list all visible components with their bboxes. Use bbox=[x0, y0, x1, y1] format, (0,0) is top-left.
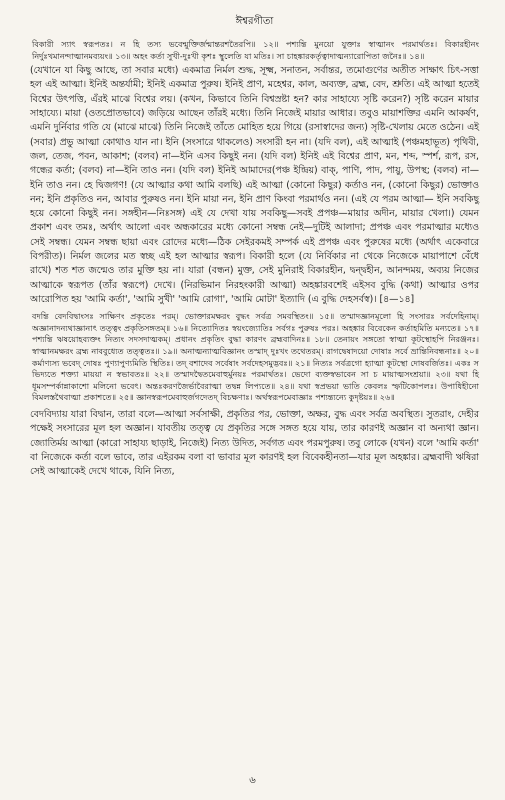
sanskrit-verses-12-14: বিকারী স্যাৎ স্বরূপতঃ। ন হি তস্য ভবেন্মুক্তির্জন্মান্তরশতৈরপি॥ ১২॥ পশ্যন্তি মুনয়ো যুক্তাঃ স্বাত্মানং পরমার্থতঃ। বিকারহীনং নির্দুঃখমানন্দাত্মানমব্যয়ং॥ ১৩॥ অহং কর্তা সুখী-দুঃখী কৃশঃ স্থুলেতি যা মতিঃ। সা চাহঙ্কারকর্তৃত্বাদাত্মন্যারোপিতা জনৈঃ॥ ১৪॥ bbox=[32, 39, 479, 61]
page-number: ৬ bbox=[249, 775, 256, 786]
bengali-commentary-4-14: (যেখানে যা কিছু আছে, তা সবার মধ্যে) একমাত্র নির্মল শুদ্ধ, সূক্ষ্ম, সনাতন, সর্বান্তর, তমোগুণের অতীত সাক্ষাৎ চিৎ-সত্তা হল এই আত্মা। ইনিই অন্তর্যামী; ইনিই একমাত্র পুরুষ। ইনিই প্রাণ, মহেশ্বর, কাল, অব্যক্ত, ব্রহ্ম, বেদ, শ্রুতি। এই আত্মা হতেই বিশ্বের উৎপত্তি, এঁরই মাঝে বিশ্বের লয়। (কখন, কিভাবে তিনি বিশ্বস্রষ্টা হন? কার সাহায্যে সৃষ্টি করেন?) সৃষ্টি করেন মায়ার সাহায্যে। মায়া (ওতপ্রোতভাবে) জড়িয়ে আছেন তাঁরই মধ্যে। তিনি নিজেই মায়ার আধার। তবুও মায়াশক্তির এমনি আকর্ষণ, এমনি দুর্নিবার গতি যে (মাঝে মাঝে) তিনি নিজেই তাঁতে মোহিত হয়ে গিয়ে (রসাস্বাদের জন্য) সৃষ্টি-খেলায় মেতে ওঠেন। এই (সবার) প্রভু আত্মা কোথাও যান না। ইনি (সংসারে থাকলেও) সংসারী হন না। (যদি বল), এই আত্মাই (পঞ্চমহাভূত) পৃথিবী, জল, তেজ, পবন, আকাশ; (বলব) না—ইনি এসব কিছুই নন। (যদি বল) ইনিই এই বিশ্বের প্রাণ, মন, শব্দ, স্পর্শ, রূপ, রস, গন্ধের কর্তা; (বলব) না—ইনি তাও নন। (যদি বল) ইনিই আমাদের(পঞ্চ ইন্দ্রিয়) বাক্, পাণি, পাদ, পায়ু, উপস্থ; (বলব) না—ইনি তাও নন। হে দ্বিজগণ! (যে আত্মার কথা আমি বলছি) এই আত্মা (কোনো কিছুর) কর্তাও নন, (কোনো কিছুর) ভোক্তাও নন; ইনি প্রকৃতিও নন, আবার পুরুষও নন। ইনি মায়া নন, ইনি প্রাণ কিংবা পরমার্থও নন। (এই যে পরম আত্মা— ইনি সবকিছু হয়ে কোনো কিছুই নন। সঙ্গহীন—নিঃসঙ্গ) এই যে দেখা যায় সবকিছু—সবই প্রপঞ্চ—মায়ার অদীন, মায়ার খেলা।) যেমন প্রকাশ এবং তমঃ, অর্থাৎ আলো এবং অন্ধকারের মধ্যে কোনো সম্বন্ধ নেই—দুটিই আলাদা; প্রপঞ্চ এবং পরমাত্মার মধ্যেও সেই সম্বন্ধ। যেমন সম্বন্ধ ছায়া এবং রোদের মধ্যে—ঠিক সেইরকমই সম্পর্ক এই প্রপঞ্চ এবং পুরুষের মধ্যে (অর্থাৎ একেবারে বিপরীত)। নির্মল জলের মত স্বচ্ছ এই হল আত্মার স্বরূপ। বিকারী হলে (যে নির্বিকার না থেকে নিজেকে মায়াপাশে বেঁধে রাখে) শত শত জন্মেও তার মুক্তি হয় না। যারা (বন্ধন) মুক্ত, সেই মুনিরাই বিকারহীন, দ্বন্দ্বহীন, আনন্দময়, অব্যয় নিজের আত্মাকে স্বরূপত (তাঁর স্বরূপে) দেখে। (নিরভিমান নিরহংকারী আত্মা) অহঙ্কারবশেই এইসব বুদ্ধি (কথা) আত্মার ওপর আরোপিত হয় 'আমি কর্তা', 'আমি সুখী' 'আমি রোগা', 'আমি মোটা' ইত্যাদি (এ বুদ্ধি দেহসর্বস্ব)। [৪—১৪] bbox=[30, 65, 479, 305]
bengali-commentary-15-26: বেদবিদ্যায় যারা বিদ্বান, তারা বলে—আত্মা সর্বসাক্ষী, প্রকৃতির পর, ভোক্তা, অক্ষর, বুদ্ধ এবং সর্বত্র অবস্থিত। সুতরাং, দেহীর পক্ষেই সংসারের মূল হল অজ্ঞান। যাবতীয় তত্ত্ব যে প্রকৃতির সঙ্গে সঙ্গত হয়ে যায়, তার কারণই অজ্ঞান বা অন্যথা জ্ঞান। জ্যোতির্ময় আত্মা (কারো সাহায্য ছাড়াই, নিজেই) নিত্য উদিত, সর্বগত এবং পরমপুরুষ। তবু লোকে (যখন) বলে 'আমি কর্তা' বা নিজেকে কর্তা বলে ভাবে, তার এইরকম বলা বা ভাবার মূল কারণই হল বিবেকহীনতা—যার মূল অহঙ্কার। ব্রহ্মবাদী ঋষিরা সেই আত্মাকেই দেখে থাকে, যিনি নিত্য, bbox=[30, 408, 479, 478]
running-header: ঈশ্বরগীতা bbox=[235, 16, 274, 27]
sanskrit-verses-15-26: বদন্তি বেদবিদ্বাংসঃ সাক্ষিণং প্রকৃতেঃ পরম্। ভোক্তারমক্ষরং বুদ্ধং সর্বত্র সমবস্থিতং॥ ১৫॥ তস্মাদজ্ঞানমূলো হি সংসারঃ সর্বদেহিনাম্। অজ্ঞানাদন্যথাজ্ঞানাৎ তত্ত্বং প্রকৃতিসঙ্গতম্॥ ১৬॥ নিত্যোদিতঃ স্বয়ংজ্যোতিঃ সর্বগঃ পুরুষঃ পরঃ। অহঙ্কার বিবেকেন কর্তাহমিতি মন্যতে॥ ১৭॥ পশ্যন্তি ঋষয়োহব্যক্তং নিত্যং সদসদাত্মকম্। প্রধানং প্রকৃতিং বুদ্ধা কারণং ব্রহ্মবাদিনঃ॥ ১৮॥ তেনায়ং সঙ্গতো স্বাত্মা কূটস্থোহপি নিরঞ্জনঃ। স্বাত্মানমক্ষরং ব্রহ্ম নাববুধ্যেত তত্ত্বতঃ॥ ১৯॥ অনাত্মন্যাত্মবিজ্ঞানং তস্মাদ্ দুঃখং তথেতরম্। রাগদ্বেষাদয়ো দোষাঃ সর্বে ভ্রান্তিনিবন্ধনাঃ॥ ২০॥ কর্মাণ্যস্য ভবেদ্ দোষঃ পুণ্যাপুণ্যমিতি স্থিতিঃ। তদ্ বশাদেব সর্বেষাং সর্বদেহসমুদ্ভবঃ॥ ২১॥ নিত্যঃ সর্বত্রগো হ্যাত্মা কূটস্থো দোষবর্জিতঃ। একঃ স ভিদ্যতে শক্ত্যা মায়য়া ন স্বভাবতঃ॥ ২২॥ তস্মাদদ্বৈতমেবাহুর্মুনয়ঃ পরমার্থতঃ। ভেদো ব্যক্তস্বভাবেন সা চ মায়াত্মসংশ্রয়া॥ ২৩॥ যথা হি ধূমসম্পর্কান্নাকাশো মলিনো ভবেৎ। অন্তঃকরণজৈর্ভাবৈরাত্মা তদ্বন্ন লিপ্যতে॥ ২৪॥ যথা স্বপ্রভয়া ভাতি কেবলঃ স্ফটিকোপলঃ। উপাধিহীনো বিমলস্তথৈবাত্মা প্রকাশতে॥ ২৫॥ জ্ঞানস্বরূপমেবাহুর্জগদেতদ্ বিচক্ষণাঃ। অর্থস্বরূপমেবাজ্ঞাঃ পশ্যন্ত্যন্যে কুদৃষ্টয়ঃ॥ ২৬॥ bbox=[32, 311, 479, 403]
